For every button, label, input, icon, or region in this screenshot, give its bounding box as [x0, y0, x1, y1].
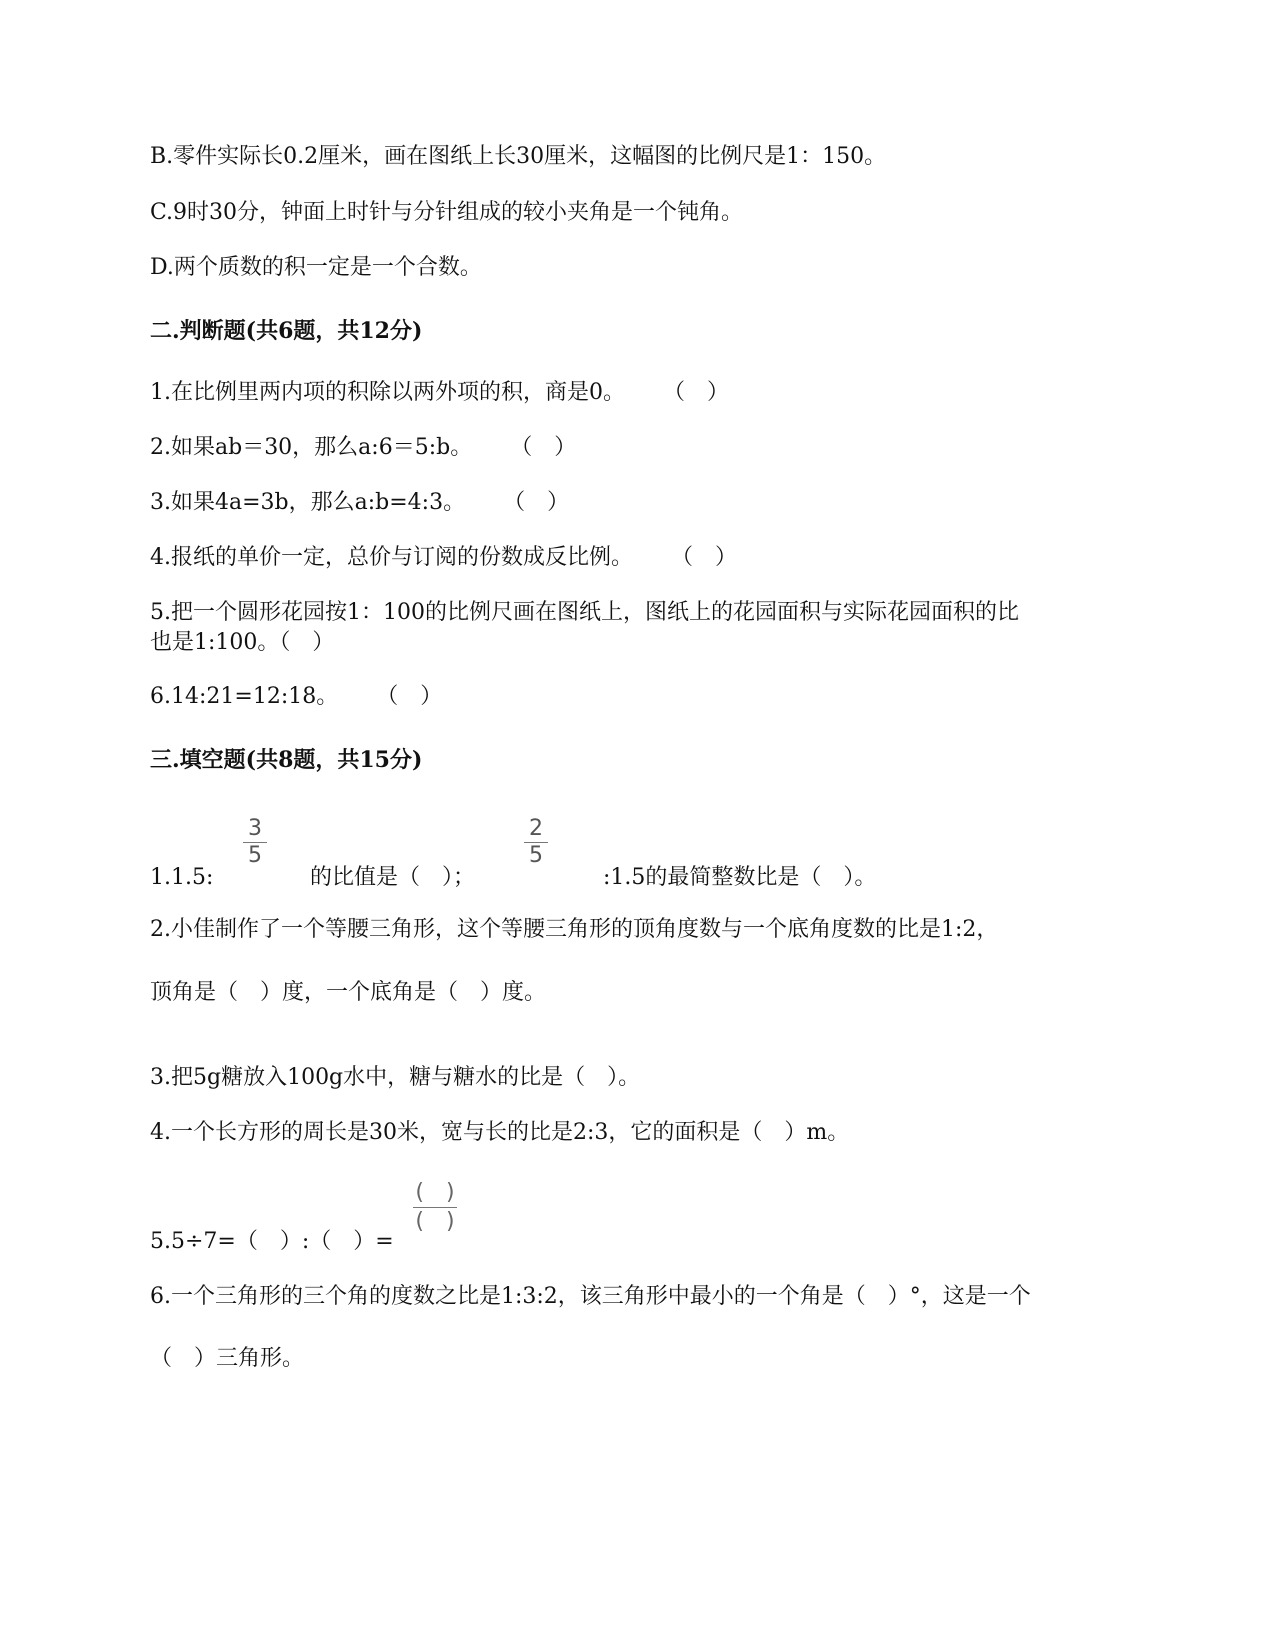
fill-blank-q2-line-2: 顶角是（ ）度，一个底角是（ ）度。 — [150, 980, 547, 1005]
answer-parentheses: （ ） — [376, 684, 443, 709]
fraction-numerator: ( ) — [415, 1180, 455, 1205]
fraction-numerator: 2 — [529, 816, 543, 841]
true-false-item-4 — [150, 544, 737, 572]
true-false-item-1 — [150, 379, 729, 407]
option-d: D.两个质数的积一定是一个合数。 — [150, 255, 482, 280]
fraction-three-fifths — [240, 818, 270, 867]
item-text: 1.在比例里两内项的积除以两外项的积，商是0。 — [150, 380, 625, 405]
true-false-item-6 — [150, 683, 442, 711]
fill-blank-q3: 3.把5g糖放入100g水中，糖与糖水的比是（ ）。 — [150, 1065, 641, 1090]
fraction-denominator: 5 — [248, 843, 262, 868]
fraction-blank — [407, 1182, 463, 1233]
fraction-two-fifths — [521, 818, 551, 867]
fraction-denominator: ( ) — [415, 1209, 455, 1234]
section-heading-true-false: 二.判断题(共6题，共12分) — [150, 318, 423, 344]
fill-blank-q1-middle: 的比值是（ ）； — [310, 865, 476, 890]
item-text: 3.如果4a=3b，那么a:b=4:3。 — [150, 490, 466, 515]
fill-blank-q1-suffix: :1.5的最简整数比是（ ）。 — [603, 865, 877, 890]
fill-blank-q6-line-2: （ ）三角形。 — [150, 1346, 305, 1371]
fill-blank-q4: 4.一个长方形的周长是30米，宽与长的比是2:3，它的面积是（ ）m。 — [150, 1120, 850, 1145]
fraction-bar — [413, 1207, 457, 1208]
fill-blank-q5: 5.5÷7=（ ）:（ ）= — [150, 1229, 394, 1254]
fraction-denominator: 5 — [529, 843, 543, 868]
true-false-item-2 — [150, 434, 576, 462]
option-b: B.零件实际长0.2厘米，画在图纸上长30厘米，这幅图的比例尺是1：150。 — [150, 144, 887, 169]
true-false-item-5-line-1: 5.把一个圆形花园按1：100的比例尺画在图纸上，图纸上的花园面积与实际花园面积的比 — [150, 600, 1019, 625]
answer-parentheses: （ ） — [503, 490, 570, 515]
true-false-item-3 — [150, 489, 569, 517]
fill-blank-q6-line-1: 6.一个三角形的三个角的度数之比是1:3:2，该三角形中最小的一个角是（ ）°，这是一个 — [150, 1284, 1031, 1309]
item-text: 2.如果ab＝30，那么a:6＝5:b。 — [150, 435, 473, 460]
answer-parentheses: （ ） — [671, 545, 738, 570]
fill-blank-q1-prefix: 1.1.5: — [150, 865, 214, 890]
fill-blank-q2-line-1: 2.小佳制作了一个等腰三角形，这个等腰三角形的顶角度数与一个底角度数的比是1:2， — [150, 917, 999, 942]
answer-parentheses: （ ） — [663, 380, 730, 405]
option-c: C.9时30分，钟面上时针与分针组成的较小夹角是一个钝角。 — [150, 200, 744, 225]
section-heading-fill-blank: 三.填空题(共8题，共15分) — [150, 747, 423, 773]
true-false-item-5-line-2: 也是1:100。（ ） — [150, 630, 335, 655]
item-text: 6.14:21=12:18。 — [150, 684, 339, 709]
answer-parentheses: （ ） — [510, 435, 577, 460]
item-text: 4.报纸的单价一定，总价与订阅的份数成反比例。 — [150, 545, 633, 570]
fraction-numerator: 3 — [248, 816, 262, 841]
